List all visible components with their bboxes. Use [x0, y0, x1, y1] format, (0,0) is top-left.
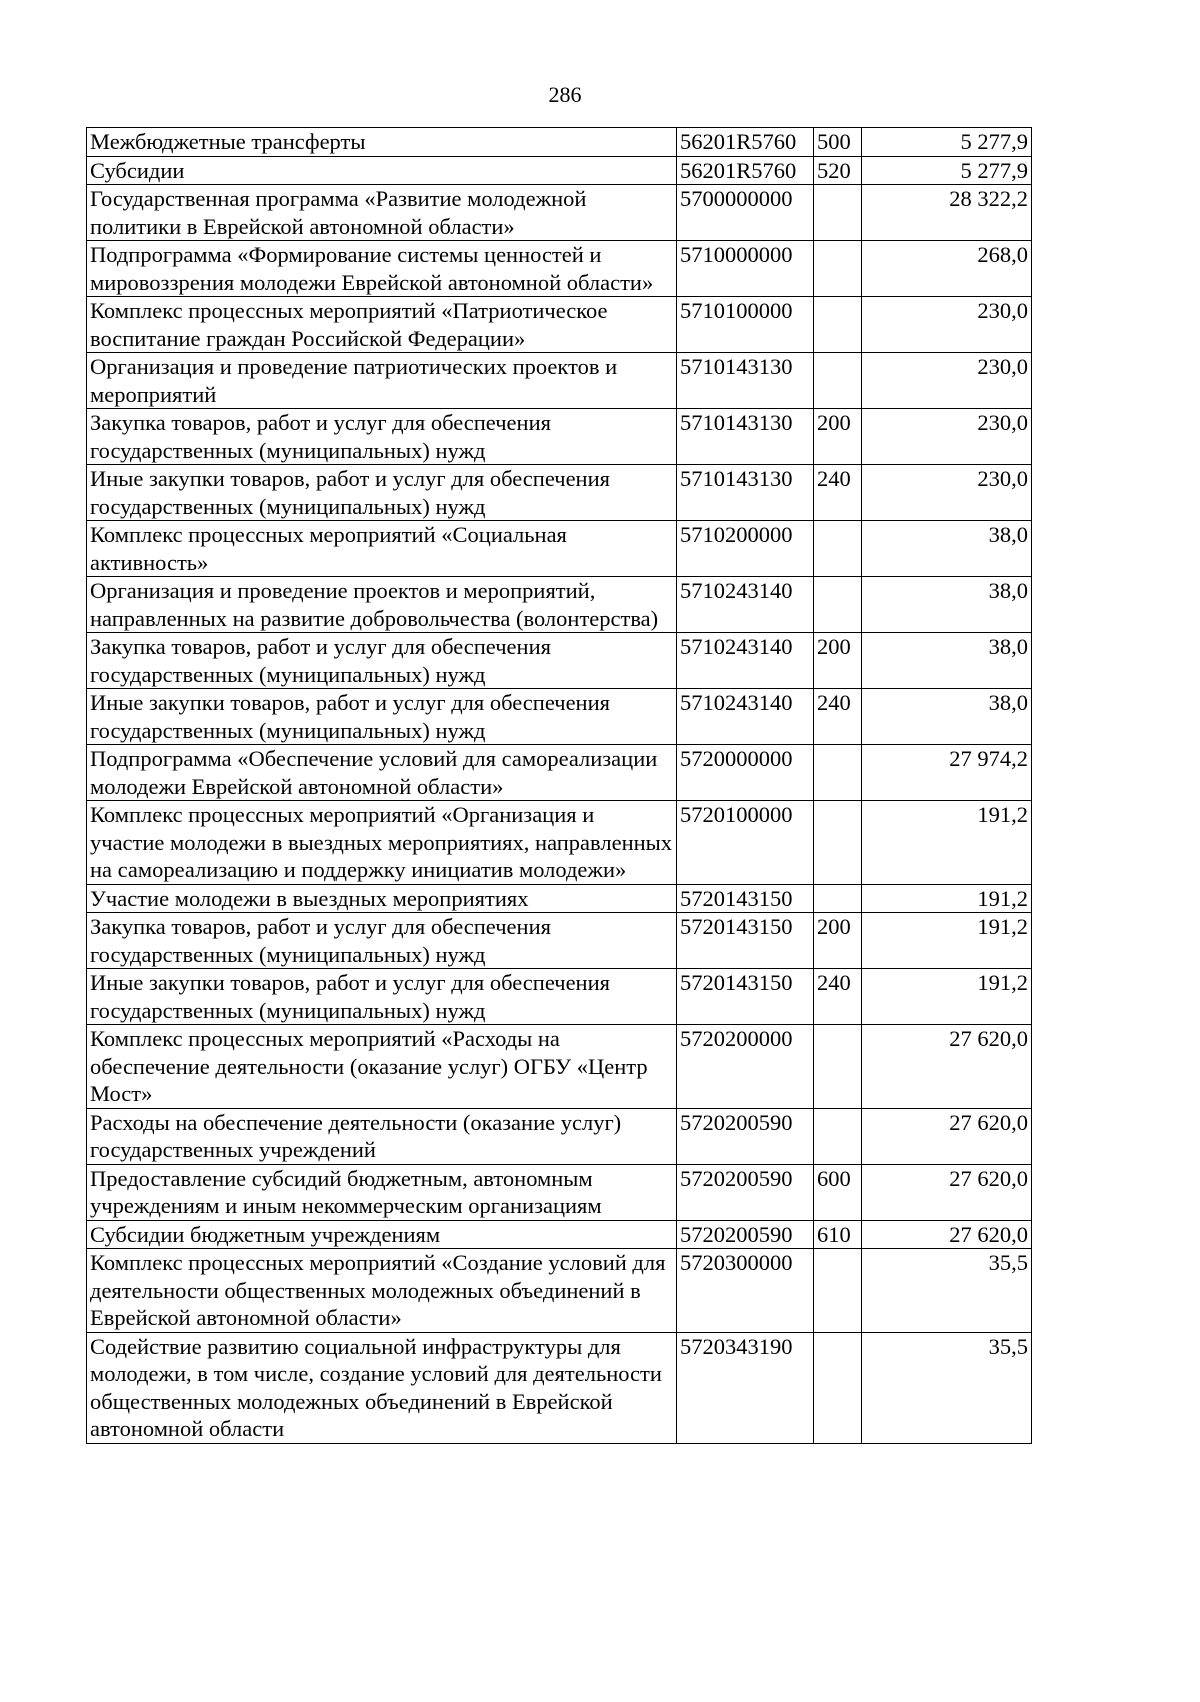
table-row	[87, 409, 1032, 465]
row-sum-cell: 191,2	[862, 801, 1032, 885]
table-row	[87, 913, 1032, 969]
row-sum-cell: 191,2	[862, 884, 1032, 913]
row-name-cell: Участие молодежи в выездных мероприятиях	[87, 884, 677, 913]
row-code-cell: 5710243140	[677, 633, 814, 689]
table-row	[87, 128, 1032, 157]
row-sum-cell: 27 974,2	[862, 745, 1032, 801]
row-name-cell: Межбюджетные трансферты	[87, 128, 677, 157]
row-expense-type-cell	[814, 241, 862, 297]
row-sum-cell: 230,0	[862, 297, 1032, 353]
table-row	[87, 745, 1032, 801]
table-row	[87, 884, 1032, 913]
row-code-cell: 5720343190	[677, 1332, 814, 1443]
row-code-cell: 5710143130	[677, 353, 814, 409]
table-row	[87, 1249, 1032, 1333]
row-expense-type-cell	[814, 745, 862, 801]
row-name-cell: Организация и проведение проектов и мероприятий, направленных на развитие добровольчества (волонтерства)	[87, 577, 677, 633]
table-row	[87, 689, 1032, 745]
row-expense-type-cell: 200	[814, 409, 862, 465]
row-code-cell: 5710143130	[677, 409, 814, 465]
row-sum-cell: 38,0	[862, 633, 1032, 689]
row-code-cell: 5720100000	[677, 801, 814, 885]
budget-table-body	[87, 128, 1032, 1444]
row-code-cell: 5720200000	[677, 1025, 814, 1109]
row-name-cell: Подпрограмма «Формирование системы ценностей и мировоззрения молодежи Еврейской автономной области»	[87, 241, 677, 297]
row-expense-type-cell: 240	[814, 689, 862, 745]
row-sum-cell: 191,2	[862, 969, 1032, 1025]
row-sum-cell: 27 620,0	[862, 1220, 1032, 1249]
row-name-cell: Иные закупки товаров, работ и услуг для обеспечения государственных (муниципальных) нужд	[87, 465, 677, 521]
row-code-cell: 5720143150	[677, 969, 814, 1025]
row-name-cell: Закупка товаров, работ и услуг для обеспечения государственных (муниципальных) нужд	[87, 409, 677, 465]
row-code-cell: 5710143130	[677, 465, 814, 521]
row-expense-type-cell: 520	[814, 156, 862, 185]
row-name-cell: Комплекс процессных мероприятий «Организация и участие молодежи в выездных мероприятиях, направленных на самореализацию и поддержку инициатив молодежи»	[87, 801, 677, 885]
row-expense-type-cell: 610	[814, 1220, 862, 1249]
row-code-cell: 5700000000	[677, 185, 814, 241]
row-code-cell: 5720200590	[677, 1108, 814, 1164]
table-row	[87, 297, 1032, 353]
row-expense-type-cell	[814, 1108, 862, 1164]
row-code-cell: 56201R5760	[677, 128, 814, 157]
table-row	[87, 353, 1032, 409]
row-sum-cell: 230,0	[862, 465, 1032, 521]
row-code-cell: 5720200590	[677, 1164, 814, 1220]
row-expense-type-cell	[814, 185, 862, 241]
row-sum-cell: 35,5	[862, 1249, 1032, 1333]
row-expense-type-cell	[814, 521, 862, 577]
budget-table	[86, 127, 1032, 1444]
row-expense-type-cell	[814, 1332, 862, 1443]
row-expense-type-cell	[814, 801, 862, 885]
row-expense-type-cell	[814, 577, 862, 633]
row-expense-type-cell: 200	[814, 633, 862, 689]
table-row	[87, 969, 1032, 1025]
row-sum-cell: 230,0	[862, 353, 1032, 409]
row-code-cell: 5710243140	[677, 577, 814, 633]
row-sum-cell: 5 277,9	[862, 156, 1032, 185]
row-expense-type-cell	[814, 884, 862, 913]
row-name-cell: Иные закупки товаров, работ и услуг для обеспечения государственных (муниципальных) нужд	[87, 969, 677, 1025]
row-code-cell: 5720200590	[677, 1220, 814, 1249]
row-expense-type-cell: 600	[814, 1164, 862, 1220]
row-expense-type-cell	[814, 353, 862, 409]
row-name-cell: Предоставление субсидий бюджетным, автономным учреждениям и иным некоммерческим организациям	[87, 1164, 677, 1220]
row-sum-cell: 27 620,0	[862, 1025, 1032, 1109]
table-row	[87, 521, 1032, 577]
row-code-cell: 5720300000	[677, 1249, 814, 1333]
table-row	[87, 1220, 1032, 1249]
table-row	[87, 156, 1032, 185]
table-row	[87, 633, 1032, 689]
page-number: 286	[548, 82, 582, 107]
row-code-cell: 5710243140	[677, 689, 814, 745]
table-row	[87, 1025, 1032, 1109]
row-name-cell: Расходы на обеспечение деятельности (оказание услуг) государственных учреждений	[87, 1108, 677, 1164]
row-expense-type-cell: 240	[814, 465, 862, 521]
row-sum-cell: 38,0	[862, 577, 1032, 633]
row-code-cell: 56201R5760	[677, 156, 814, 185]
table-row	[87, 1332, 1032, 1443]
row-name-cell: Комплекс процессных мероприятий «Социальная активность»	[87, 521, 677, 577]
row-code-cell: 5710100000	[677, 297, 814, 353]
row-code-cell: 5720143150	[677, 884, 814, 913]
row-code-cell: 5710200000	[677, 521, 814, 577]
row-sum-cell: 27 620,0	[862, 1108, 1032, 1164]
row-name-cell: Закупка товаров, работ и услуг для обеспечения государственных (муниципальных) нужд	[87, 913, 677, 969]
table-row	[87, 185, 1032, 241]
row-name-cell: Субсидии бюджетным учреждениям	[87, 1220, 677, 1249]
table-row	[87, 577, 1032, 633]
row-name-cell: Комплекс процессных мероприятий «Расходы на обеспечение деятельности (оказание услуг) ОГБУ «Центр Мост»	[87, 1025, 677, 1109]
row-expense-type-cell	[814, 1025, 862, 1109]
table-row	[87, 1164, 1032, 1220]
table-row	[87, 1108, 1032, 1164]
row-name-cell: Субсидии	[87, 156, 677, 185]
row-code-cell: 5710000000	[677, 241, 814, 297]
row-expense-type-cell	[814, 1249, 862, 1333]
row-sum-cell: 191,2	[862, 913, 1032, 969]
row-name-cell: Иные закупки товаров, работ и услуг для обеспечения государственных (муниципальных) нужд	[87, 689, 677, 745]
row-sum-cell: 268,0	[862, 241, 1032, 297]
table-row	[87, 801, 1032, 885]
row-code-cell: 5720143150	[677, 913, 814, 969]
row-sum-cell: 5 277,9	[862, 128, 1032, 157]
table-row	[87, 465, 1032, 521]
row-name-cell: Организация и проведение патриотических проектов и мероприятий	[87, 353, 677, 409]
row-code-cell: 5720000000	[677, 745, 814, 801]
row-name-cell: Комплекс процессных мероприятий «Создание условий для деятельности общественных молодежных объединений в Еврейской автономной области»	[87, 1249, 677, 1333]
row-sum-cell: 28 322,2	[862, 185, 1032, 241]
row-sum-cell: 38,0	[862, 689, 1032, 745]
row-name-cell: Подпрограмма «Обеспечение условий для самореализации молодежи Еврейской автономной области»	[87, 745, 677, 801]
row-name-cell: Содействие развитию социальной инфраструктуры для молодежи, в том числе, создание условий для деятельности общественных молодежных объединений в Еврейской автономной области	[87, 1332, 677, 1443]
row-sum-cell: 230,0	[862, 409, 1032, 465]
row-expense-type-cell: 500	[814, 128, 862, 157]
row-sum-cell: 38,0	[862, 521, 1032, 577]
row-sum-cell: 27 620,0	[862, 1164, 1032, 1220]
row-sum-cell: 35,5	[862, 1332, 1032, 1443]
row-expense-type-cell: 200	[814, 913, 862, 969]
row-expense-type-cell: 240	[814, 969, 862, 1025]
row-expense-type-cell	[814, 297, 862, 353]
row-name-cell: Комплекс процессных мероприятий «Патриотическое воспитание граждан Российской Федерации»	[87, 297, 677, 353]
row-name-cell: Государственная программа «Развитие молодежной политики в Еврейской автономной области»	[87, 185, 677, 241]
row-name-cell: Закупка товаров, работ и услуг для обеспечения государственных (муниципальных) нужд	[87, 633, 677, 689]
table-row	[87, 241, 1032, 297]
